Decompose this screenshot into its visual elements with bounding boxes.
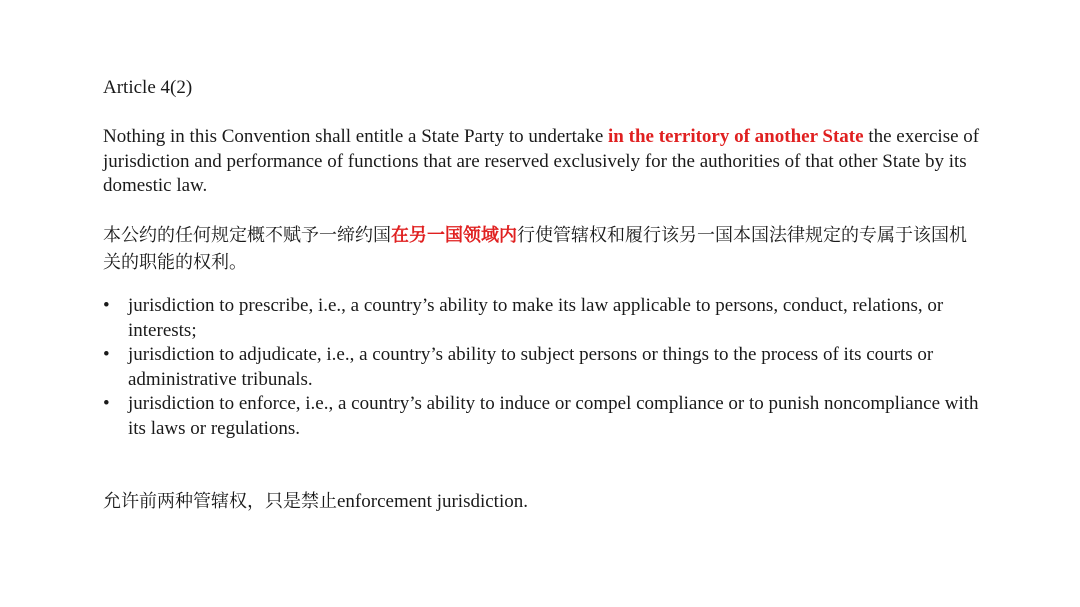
list-item xyxy=(103,343,983,392)
list-item-text: jurisdiction to prescribe, i.e., a country’s ability to make its law applicable to persons, conduct, relations, or interests; xyxy=(128,295,944,341)
bullet-marker: • xyxy=(103,295,110,316)
conclusion-english: enforcement jurisdiction. xyxy=(337,491,528,512)
chinese-paragraph-start: 本公约的任何规定概不赋予一缔约国 xyxy=(103,225,391,246)
english-paragraph-end: the exercise of jurisdiction and performance of functions that are reserved exclusively for the authorities of that other State by its domestic law. xyxy=(103,126,980,196)
chinese-highlight: 在另一国领域内 xyxy=(391,225,517,246)
list-item xyxy=(103,392,983,441)
english-paragraph xyxy=(103,125,1003,199)
list-item-text: jurisdiction to adjudicate, i.e., a country’s ability to subject persons or things to the process of its courts or administrative tribunals. xyxy=(128,344,934,390)
conclusion-note xyxy=(103,488,528,515)
conclusion-chinese: 允许前两种管辖权，只是禁止 xyxy=(103,491,337,512)
list-item xyxy=(103,294,983,343)
bullet-marker: • xyxy=(103,344,110,365)
english-highlight: in the territory of another State xyxy=(608,126,864,147)
jurisdiction-list xyxy=(103,294,983,441)
chinese-paragraph xyxy=(103,222,983,276)
article-heading: Article 4(2) xyxy=(103,77,193,98)
bullet-marker: • xyxy=(103,393,110,414)
chinese-paragraph-end: 行使管辖权和履行该另一国本国法律规定的专属于该国机关的职能的权利。 xyxy=(103,225,967,273)
english-paragraph-start: Nothing in this Convention shall entitle a State Party to undertake xyxy=(103,126,609,147)
list-item-text: jurisdiction to enforce, i.e., a country’s ability to induce or compel compliance or to punish noncompliance with its laws or regulations. xyxy=(128,393,979,439)
